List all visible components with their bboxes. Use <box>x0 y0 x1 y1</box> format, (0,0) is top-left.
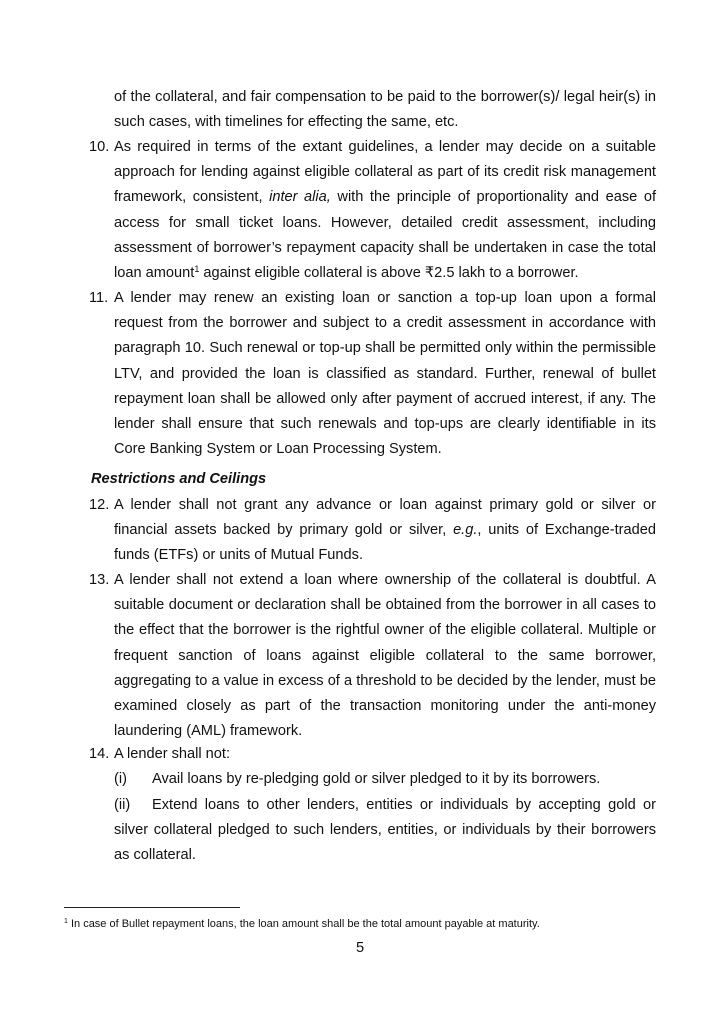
clause-italic: e.g. <box>453 522 478 539</box>
sub-clause-text: Avail loans by re-pledging gold or silver pledged to it by its borrowers. <box>152 771 601 787</box>
clause-number: 13. <box>89 572 110 588</box>
sub-clause-i <box>114 767 656 792</box>
clause-number: 11. <box>89 290 109 306</box>
footnote <box>64 917 664 931</box>
clause-text: A lender shall not extend a loan where ownership of the collateral is doubtful. A suitable document or declaration shall be obtained from the borrower in all cases to the effect that the borrower is the rightful owner of the eligible collateral. Multiple or frequent sanction of loans against eligible collateral to the same borrower, aggregating to a value in excess of a threshold to be decided by the lender, must be examined closely as part of the transaction monitoring under the anti-money laundering (AML) framework. <box>114 572 656 740</box>
paragraph-continuation <box>114 85 656 135</box>
clause-text: with the principle of proportionality and ease of access for small ticket loans. However, detailed credit assessment, including assessment of borrower’s repayment capacity shall be undertaken in case the total loan amount <box>114 189 657 282</box>
paragraph-text: of the collateral, and fair compensation to be paid to the borrower(s)/ legal heir(s) in such cases, with timelines for effecting the same, etc. <box>114 89 656 131</box>
clause-number: 14. <box>89 746 110 762</box>
sub-clause-ii <box>114 793 656 869</box>
clause-10 <box>89 135 657 286</box>
clause-number: 12. <box>89 497 110 513</box>
clause-14 <box>89 742 656 767</box>
clause-11 <box>89 286 656 462</box>
clause-text: As required in terms of the extant guidelines, a lender may decide on a suitable approach for lending against eligible collateral as part of its credit risk management framework, consistent, <box>114 139 656 206</box>
section-heading: Restrictions and Ceilings <box>91 471 267 487</box>
clause-13 <box>89 568 656 744</box>
clause-number: 10. <box>89 139 110 155</box>
clause-italic: inter alia, <box>269 189 331 206</box>
clause-text: , units of Exchange-traded funds (ETFs) or units of Mutual Funds. <box>114 522 656 564</box>
footnote-ref: 1 <box>194 264 200 275</box>
footnote-mark: 1 <box>64 918 68 925</box>
page-number: 5 <box>355 940 365 956</box>
footnote-divider <box>64 907 240 908</box>
sub-clause-label: (i) <box>114 771 127 787</box>
clause-text: A lender shall not: <box>114 746 231 762</box>
sub-clause-label: (ii) <box>114 797 131 813</box>
sub-clause-text: Extend loans to other lenders, entities or individuals by accepting gold or silver collateral pledged to such lenders, entities, or individuals by their borrowers as collateral. <box>114 797 656 864</box>
clause-text: A lender may renew an existing loan or sanction a top-up loan upon a formal request from the borrower and subject to a credit assessment in accordance with paragraph 10. Such renewal or top-up shall be permitted only within the permissible LTV, and provided the loan is classified as standard. Further, renewal of bullet repayment loan shall be allowed only after payment of accrued interest, if any. The lender shall ensure that such renewals and top-ups are clearly identifiable in its Core Banking System or Loan Processing System. <box>114 290 656 458</box>
clause-text: against eligible collateral is above ₹2.5 lakh to a borrower. <box>199 265 579 282</box>
clause-text: A lender shall not grant any advance or loan against primary gold or silver or financial assets backed by primary gold or silver, <box>114 497 656 539</box>
footnote-text: In case of Bullet repayment loans, the loan amount shall be the total amount payable at maturity. <box>67 918 540 930</box>
clause-12 <box>89 493 656 569</box>
